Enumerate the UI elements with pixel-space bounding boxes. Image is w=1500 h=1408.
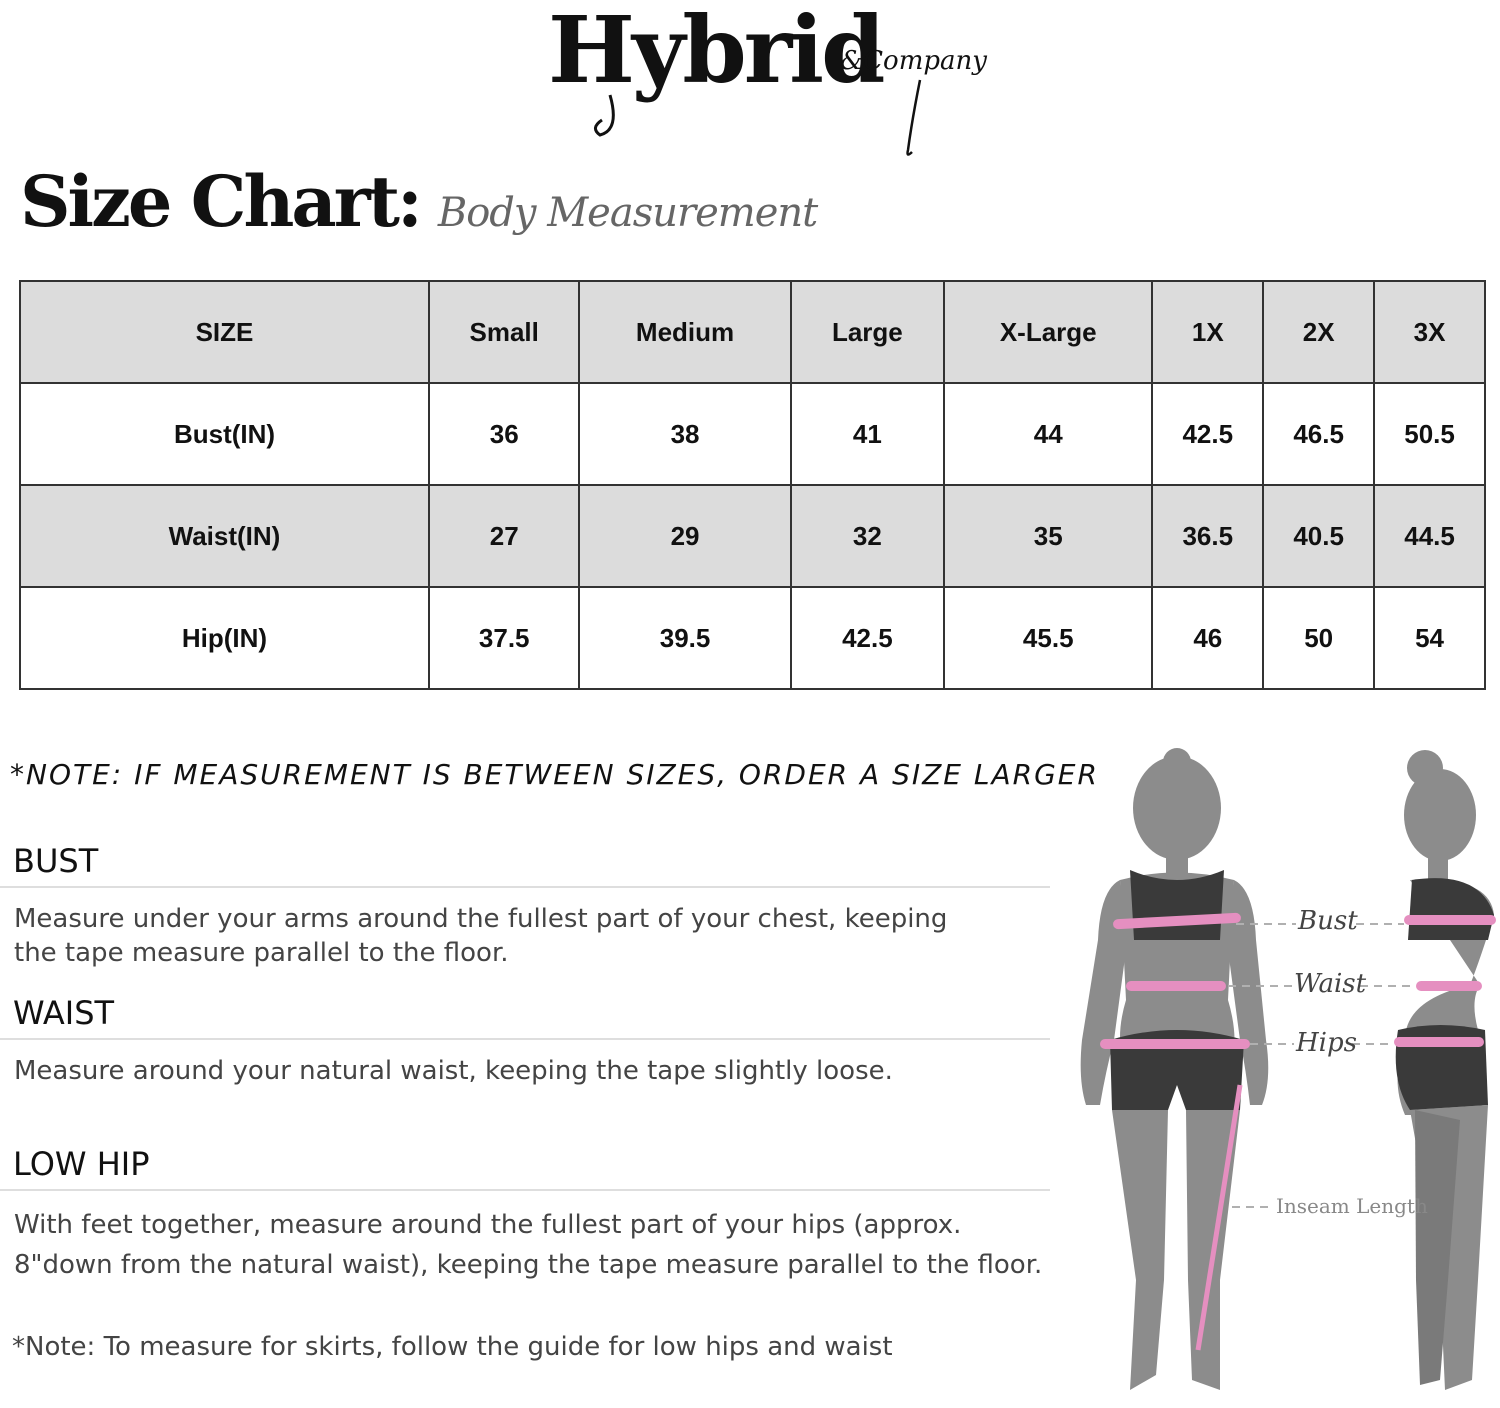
table-cell: 38 bbox=[579, 383, 790, 485]
section-hip bbox=[0, 1141, 1050, 1285]
section-waist bbox=[0, 990, 1050, 1088]
title-main: Size Chart: bbox=[20, 160, 420, 243]
size-header: 2X bbox=[1263, 281, 1374, 383]
size-header: Medium bbox=[579, 281, 790, 383]
table-cell: 39.5 bbox=[579, 587, 790, 689]
table-cell: 32 bbox=[791, 485, 944, 587]
divider bbox=[0, 1038, 1050, 1040]
table-cell: 37.5 bbox=[429, 587, 579, 689]
body-silhouettes bbox=[1060, 740, 1500, 1403]
size-header: Large bbox=[791, 281, 944, 383]
side-figure bbox=[1394, 750, 1496, 1390]
table-row-hip bbox=[20, 587, 1485, 689]
brand-logo bbox=[540, 0, 990, 160]
size-header: X-Large bbox=[944, 281, 1152, 383]
table-cell: 42.5 bbox=[1152, 383, 1263, 485]
table-cell: 54 bbox=[1374, 587, 1485, 689]
title-subtitle: Body Measurement bbox=[437, 190, 818, 236]
size-table bbox=[19, 280, 1486, 690]
section-bust bbox=[0, 838, 1050, 970]
table-cell: 42.5 bbox=[791, 587, 944, 689]
size-header: 1X bbox=[1152, 281, 1263, 383]
table-header-label: SIZE bbox=[20, 281, 429, 383]
table-cell: 50 bbox=[1263, 587, 1374, 689]
table-cell: 36.5 bbox=[1152, 485, 1263, 587]
table-cell: 41 bbox=[791, 383, 944, 485]
table-row-waist bbox=[20, 485, 1485, 587]
divider bbox=[0, 886, 1050, 888]
brand-name: Hybrid bbox=[548, 0, 883, 104]
section-title: BUST bbox=[13, 842, 99, 880]
row-label: Bust(IN) bbox=[20, 383, 429, 485]
table-header-row bbox=[20, 281, 1485, 383]
size-header: Small bbox=[429, 281, 579, 383]
divider bbox=[0, 1189, 1050, 1191]
table-cell: 50.5 bbox=[1374, 383, 1485, 485]
label-hips: Hips bbox=[1296, 1028, 1357, 1058]
section-title: WAIST bbox=[13, 994, 115, 1032]
table-cell: 46 bbox=[1152, 587, 1263, 689]
label-inseam: Inseam Length bbox=[1276, 1194, 1428, 1218]
measurement-illustration bbox=[1060, 740, 1500, 1403]
skirt-note: *Note: To measure for skirts, follow the guide for low hips and waist bbox=[12, 1332, 893, 1362]
table-cell: 36 bbox=[429, 383, 579, 485]
front-figure bbox=[1081, 748, 1269, 1390]
size-header: 3X bbox=[1374, 281, 1485, 383]
table-cell: 35 bbox=[944, 485, 1152, 587]
row-label: Waist(IN) bbox=[20, 485, 429, 587]
table-cell: 45.5 bbox=[944, 587, 1152, 689]
section-text: With feet together, measure around the fullest part of your hips (approx. 8"down from the natural waist), keeping the tape measure parallel to the floor. bbox=[14, 1210, 1043, 1280]
section-text: Measure under your arms around the fullest part of your chest, keeping the tape measure parallel to the floor. bbox=[14, 904, 948, 968]
table-cell: 44 bbox=[944, 383, 1152, 485]
section-title: LOW HIP bbox=[13, 1145, 150, 1183]
table-row-bust bbox=[20, 383, 1485, 485]
page-title bbox=[20, 160, 817, 250]
label-waist: Waist bbox=[1294, 969, 1367, 999]
table-cell: 27 bbox=[429, 485, 579, 587]
table-cell: 29 bbox=[579, 485, 790, 587]
row-label: Hip(IN) bbox=[20, 587, 429, 689]
table-cell: 46.5 bbox=[1263, 383, 1374, 485]
table-cell: 44.5 bbox=[1374, 485, 1485, 587]
label-bust: Bust bbox=[1298, 906, 1358, 936]
table-cell: 40.5 bbox=[1263, 485, 1374, 587]
brand-suffix: &Company bbox=[840, 46, 987, 76]
section-text: Measure around your natural waist, keeping the tape slightly loose. bbox=[14, 1056, 893, 1086]
size-note: *NOTE: IF MEASUREMENT IS BETWEEN SIZES, ORDER A SIZE LARGER bbox=[10, 758, 1099, 791]
